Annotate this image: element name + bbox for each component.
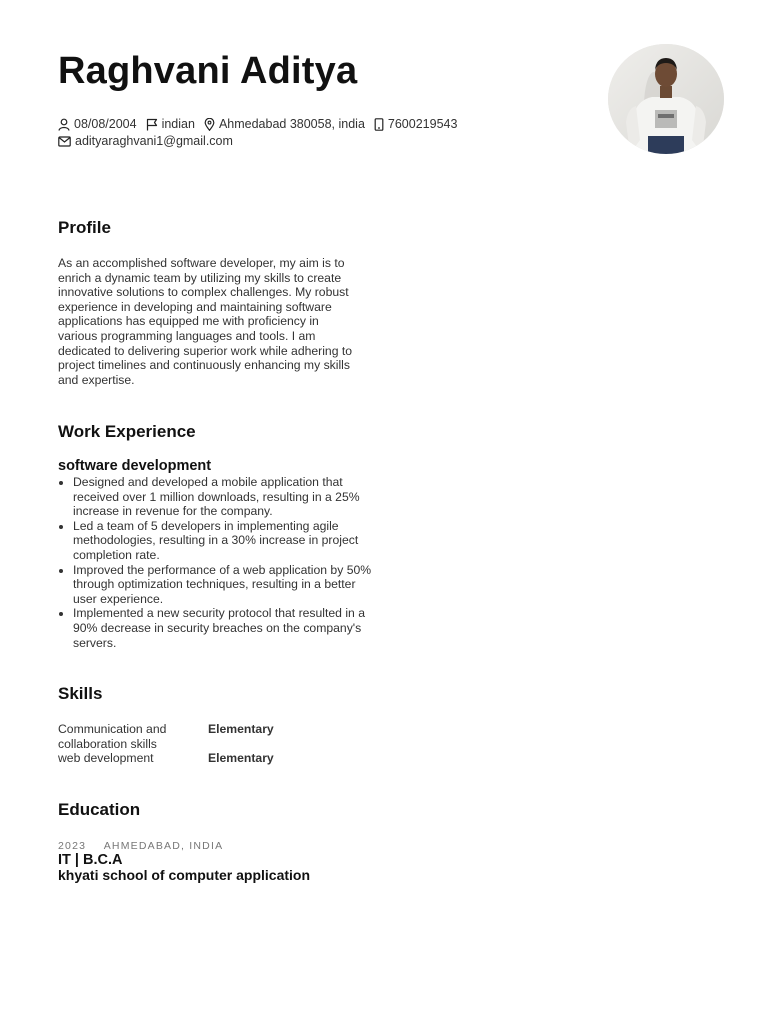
list-item: • Improved the performance of a web application by 50% through optimization techniques, resulting in a better user experience.	[73, 563, 375, 607]
contact-info	[58, 116, 578, 150]
envelope-icon	[58, 136, 71, 147]
birth-date-text: 08/08/2004	[74, 117, 137, 131]
nationality-text: indian	[161, 117, 195, 131]
contact-nationality	[146, 116, 195, 133]
skills-list	[58, 722, 358, 766]
flag-icon	[146, 118, 158, 131]
education-year: 2023	[58, 840, 87, 852]
skills-heading: Skills	[58, 684, 103, 703]
skill-row	[58, 722, 358, 751]
skill-row	[58, 751, 358, 766]
phone-text: 7600219543	[387, 117, 458, 131]
contact-birth-date	[58, 116, 137, 133]
skill-level: Elementary	[208, 751, 274, 766]
education-school: khyati school of computer application	[58, 867, 311, 883]
profile-heading: Profile	[58, 218, 111, 237]
candidate-name: Raghvani Aditya	[58, 50, 358, 92]
contact-row-secondary	[58, 133, 578, 150]
contact-phone	[374, 116, 458, 133]
contact-email[interactable]	[58, 133, 233, 150]
contact-address	[204, 116, 365, 133]
list-item: • Led a team of 5 developers in implementing agile methodologies, resulting in a 30% increase in project completion rate.	[73, 519, 375, 563]
education-heading: Education	[58, 800, 141, 819]
skill-name: web development	[58, 751, 154, 766]
education-degree: IT | B.C.A	[58, 852, 123, 868]
person-icon	[58, 118, 70, 131]
list-item: • Implemented a new security protocol that resulted in a 90% decrease in security breaches on the company's servers.	[73, 606, 375, 650]
contact-row-primary	[58, 116, 578, 133]
phone-icon	[374, 118, 384, 131]
list-item: • Designed and developed a mobile application that received over 1 million downloads, resulting in a 25% increase in revenue for the company.	[73, 475, 375, 519]
person-photo-illustration	[608, 44, 724, 154]
skill-name: Communication and collaboration skills	[58, 722, 167, 751]
job-title: software development	[58, 458, 212, 474]
profile-photo	[608, 44, 724, 154]
work-experience-heading: Work Experience	[58, 422, 196, 441]
skill-level: Elementary	[208, 722, 274, 736]
address-text: Ahmedabad 380058, india	[218, 117, 365, 131]
profile-summary: As an accomplished software developer, my aim is to enrich a dynamic team by utilizing my skills to create innovative solutions to complex challenges. My robust experience in developing and maintaining software applications has equipped me with proficiency in various programming languages and tools. I am dedicated to delivering superior work while adhering to project timelines and continuously enhancing my skills and expertise.	[58, 256, 353, 387]
education-location: AHMEDABAD, INDIA	[103, 840, 224, 852]
job-achievements-list	[58, 475, 375, 650]
email-text[interactable]: adityaraghvani1@gmail.com	[75, 134, 233, 148]
location-pin-icon	[204, 118, 215, 131]
education-meta	[58, 840, 223, 852]
